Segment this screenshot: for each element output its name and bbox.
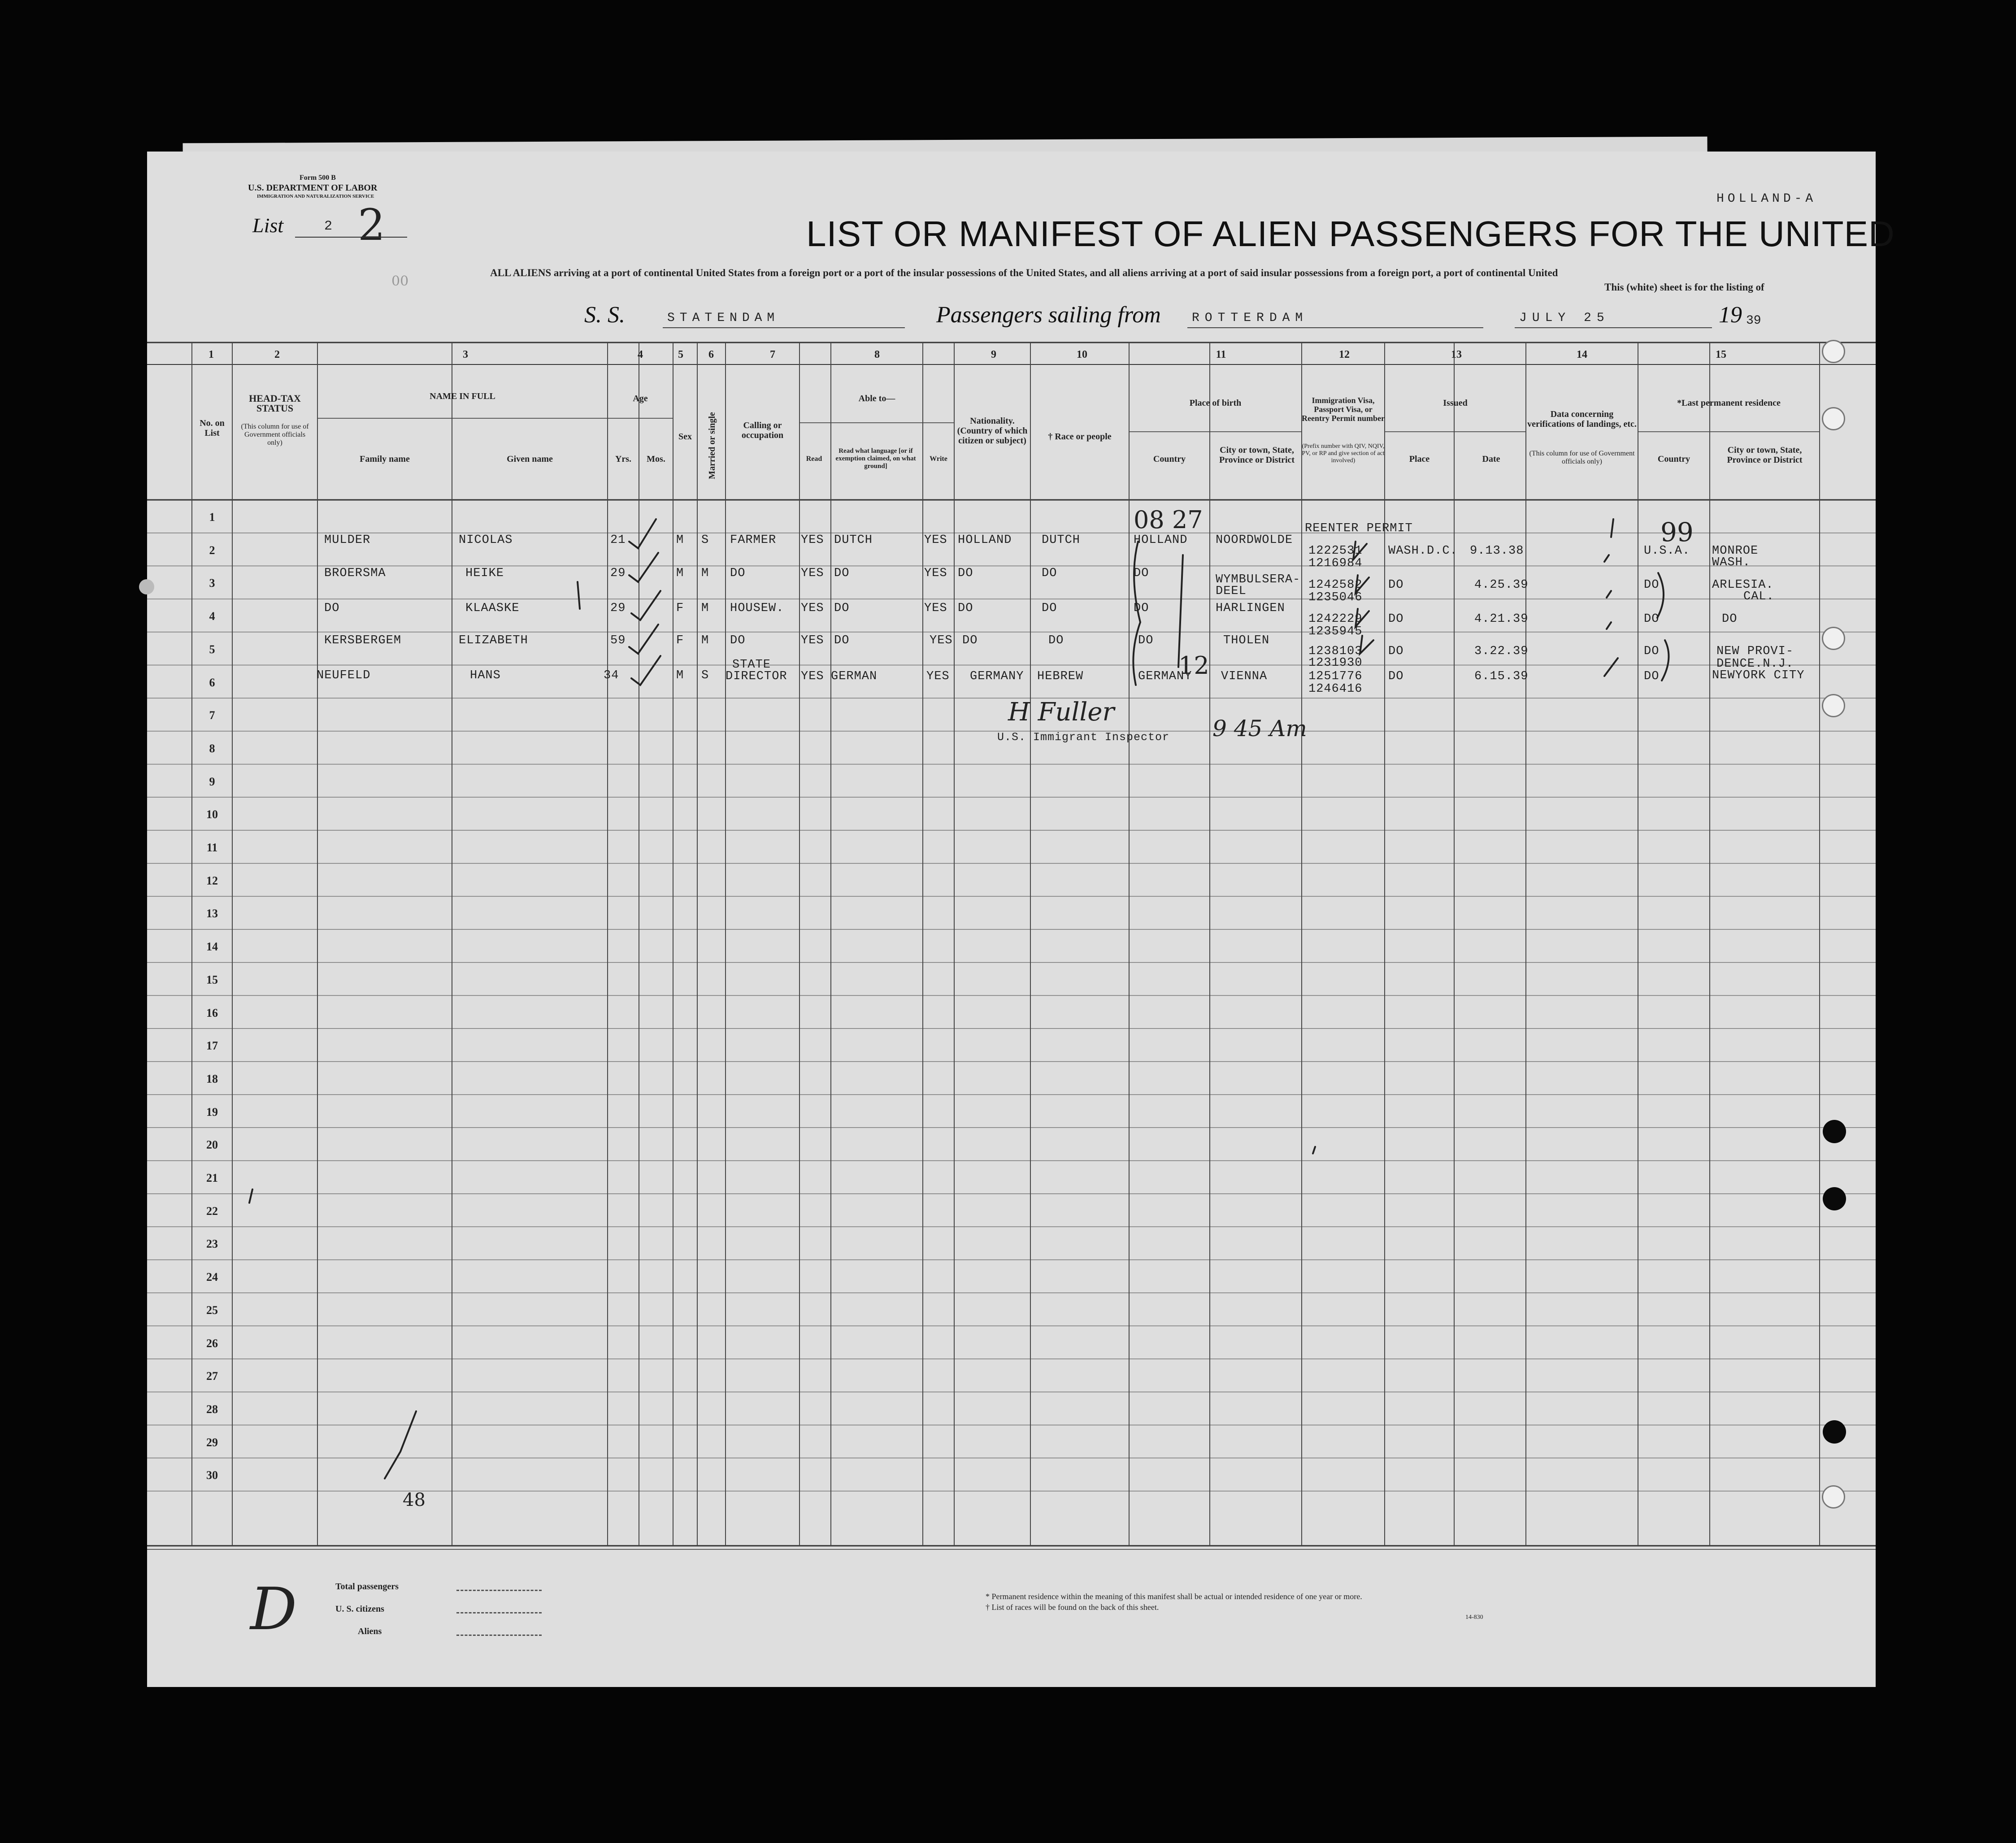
row-number: 1	[209, 511, 215, 524]
row-number: 24	[206, 1271, 218, 1284]
row-number: 21	[206, 1171, 218, 1184]
issued-place-header: Place	[1409, 454, 1430, 464]
handwritten-marks	[147, 152, 1876, 1687]
column-number-7: 7	[770, 349, 775, 360]
column-number-2: 2	[274, 349, 280, 360]
row-number: 14	[206, 940, 218, 954]
column-number-5: 5	[678, 349, 683, 360]
can-read: YES	[801, 567, 824, 580]
visa-number-2: 1246416	[1308, 682, 1363, 696]
race: DO	[1042, 567, 1057, 580]
given-name: HANS	[470, 669, 501, 682]
footer-code: 14-830	[1465, 1614, 1483, 1621]
marital-status: M	[701, 602, 709, 615]
family-name: NEUFELD	[317, 669, 371, 682]
family-name: DO	[324, 602, 340, 615]
row-number: 10	[206, 808, 218, 821]
row-number: 9	[209, 775, 215, 788]
list-label: List	[252, 214, 284, 237]
birth-city-header: City or town, State, Province or District	[1219, 445, 1295, 465]
row-number: 19	[206, 1105, 218, 1119]
nationality: GERMANY	[970, 670, 1024, 683]
read-language: DO	[834, 567, 850, 580]
ss-label: S. S.	[584, 302, 625, 328]
row-number: 20	[206, 1138, 218, 1152]
residence-city: NEW PROVI-	[1716, 645, 1794, 658]
issued-place: DO	[1388, 670, 1404, 683]
read-language: GERMAN	[831, 670, 878, 683]
given-name: ELIZABETH	[459, 634, 528, 647]
form-number: Form 500 B	[300, 174, 336, 182]
race-footnote: † List of races will be found on the back of this sheet.	[986, 1603, 1159, 1612]
visa-number-2: 1231930	[1308, 656, 1363, 670]
corner-stamp: HOLLAND-A	[1716, 192, 1817, 206]
residence-city: NEWYORK CITY	[1712, 669, 1805, 682]
list-number-handwritten: 2	[358, 200, 386, 250]
visa-number: 1222531	[1308, 544, 1363, 558]
reenter-permit-label: REENTER PERMIT	[1305, 522, 1413, 535]
year-prefix: 19	[1719, 302, 1742, 328]
birth-country: DO	[1138, 634, 1154, 647]
birth-country: GERMANY	[1138, 670, 1192, 683]
race: HEBREW	[1037, 670, 1084, 683]
issued-date: 3.22.39	[1474, 645, 1529, 658]
can-write: YES	[930, 634, 953, 647]
name-in-full-header: NAME IN FULL	[430, 391, 495, 401]
punch-hole	[1823, 1420, 1846, 1444]
can-write: YES	[926, 670, 950, 683]
residence-city: DO	[1722, 612, 1738, 626]
department-name: U.S. DEPARTMENT OF LABOR	[248, 183, 378, 193]
residence-country: DO	[1644, 670, 1660, 683]
sex: M	[676, 669, 684, 682]
age-years-header: Yrs.	[615, 454, 632, 464]
residence-country: DO	[1644, 612, 1660, 626]
column-number-11: 11	[1216, 349, 1226, 360]
given-name: HEIKE	[465, 567, 504, 580]
tally-number: 48	[403, 1490, 426, 1510]
given-name: KLAASKE	[465, 602, 520, 615]
married-header: Married or single	[707, 412, 717, 479]
issued-date-header: Date	[1482, 454, 1500, 464]
landing-header: Data concerning verifications of landings, etc.	[1527, 409, 1637, 429]
place-of-birth-header: Place of birth	[1189, 398, 1242, 408]
ship-name: STATENDAM	[667, 311, 780, 325]
residence-city: MONROE	[1712, 544, 1759, 558]
visa-number-2: 1235945	[1308, 625, 1363, 638]
residence-country: DO	[1644, 645, 1660, 658]
aliens-label: Aliens	[358, 1626, 382, 1636]
calling-header: Calling or occupation	[741, 421, 784, 440]
row-number: 29	[206, 1435, 218, 1449]
head-tax-header: HEAD-TAX STATUS	[249, 393, 301, 414]
residence-handwritten: 99	[1660, 517, 1694, 547]
birth-city: THOLEN	[1223, 634, 1270, 647]
no-on-list-header: No. on List	[200, 418, 225, 438]
us-citizens-label: U. S. citizens	[335, 1604, 384, 1614]
family-name: MULDER	[324, 533, 371, 547]
issued-date: 4.21.39	[1474, 612, 1529, 626]
row-number: 18	[206, 1072, 218, 1085]
row-number: 4	[209, 610, 215, 623]
family-name: KERSBERGEM	[324, 634, 402, 647]
visa-number: 1242582	[1308, 578, 1363, 592]
family-name-header: Family name	[360, 454, 410, 464]
residence-city: ARLESIA.	[1712, 578, 1774, 592]
row-number: 12	[206, 874, 218, 887]
birth-handwritten-bottom: 12	[1178, 651, 1209, 680]
age-years: 29	[610, 602, 626, 615]
punch-hole	[1822, 627, 1845, 650]
column-number-3: 3	[463, 349, 468, 360]
able-to-header: Able to—	[858, 394, 895, 403]
family-name: BROERSMA	[324, 567, 386, 580]
visa-number: 1251776	[1308, 670, 1363, 683]
residence-header: *Last permanent residence	[1677, 398, 1781, 408]
column-number-1: 1	[209, 349, 214, 360]
nationality: DO	[962, 634, 978, 647]
issued-place: DO	[1388, 612, 1404, 626]
us-citizens-line	[456, 1612, 542, 1613]
marital-status: S	[701, 533, 709, 547]
residence-city-2: CAL.	[1743, 590, 1774, 603]
age-years: 29	[610, 567, 626, 580]
visa-number-2: 1235046	[1308, 591, 1363, 604]
issued-date: 4.25.39	[1474, 578, 1529, 592]
visa-number: 1242229	[1308, 612, 1363, 626]
visa-number-2: 1216984	[1308, 557, 1363, 570]
head-tax-note: (This column for use of Government officials only)	[241, 423, 309, 447]
manifest-title: LIST OR MANIFEST OF ALIEN PASSENGERS FOR THE UNITED	[806, 214, 1895, 254]
landing-note: (This column for use of Government officials only)	[1529, 450, 1635, 465]
read-language: DO	[834, 634, 850, 647]
given-name: NICOLAS	[459, 533, 513, 547]
row-number: 16	[206, 1006, 218, 1019]
manifest-sheet	[147, 152, 1895, 1687]
sex-header: Sex	[678, 432, 692, 442]
sailing-date: JULY 25	[1519, 311, 1610, 325]
occupation-2: DIRECTOR	[726, 670, 787, 683]
can-read: YES	[801, 670, 824, 683]
nationality: DO	[958, 567, 973, 580]
issued-header: Issued	[1443, 398, 1468, 408]
row-number: 6	[209, 676, 215, 689]
nationality: DO	[958, 602, 973, 615]
can-read: YES	[801, 602, 824, 615]
visa-header: Immigration Visa, Passport Visa, or Reentry Permit number	[1302, 396, 1385, 423]
can-read: YES	[801, 634, 824, 647]
age-years: 34	[604, 669, 619, 682]
row-number: 30	[206, 1469, 218, 1482]
row-number: 27	[206, 1370, 218, 1383]
punch-hole	[1823, 1120, 1846, 1143]
list-number-typed: 2	[324, 219, 333, 234]
given-name-header: Given name	[507, 454, 553, 464]
birth-city: VIENNA	[1221, 670, 1268, 683]
read-language-header: Read what language [or if exemption claimed, on what ground]	[835, 447, 916, 470]
sex: F	[676, 602, 684, 615]
year-suffix: 39	[1746, 314, 1761, 328]
birth-country-header: Country	[1153, 454, 1186, 464]
occupation: STATE	[732, 658, 771, 672]
column-number-4: 4	[638, 349, 643, 360]
birth-country: DO	[1134, 602, 1149, 615]
row-number: 25	[206, 1303, 218, 1317]
manifest-subtitle: ALL ALIENS arriving at a port of continental United States from a foreign port or a port of the insular possessions of the United States, and all aliens arriving at a port of said insular possessions from a foreign port, a port of continental United	[490, 267, 1558, 278]
row-number: 15	[206, 973, 218, 986]
row-number: 22	[206, 1204, 218, 1218]
read-header: Read	[806, 455, 822, 463]
column-number-13: 13	[1451, 349, 1462, 360]
birth-city: NOORDWOLDE	[1216, 533, 1293, 547]
punch-hole	[1822, 694, 1845, 717]
birth-country: DO	[1134, 567, 1149, 580]
nationality-header: Nationality. (Country of which citizen or subject)	[957, 416, 1028, 446]
column-number-6: 6	[708, 349, 714, 360]
marital-status: M	[701, 567, 709, 580]
residence-city-header: City or town, State, Province or District	[1727, 445, 1803, 465]
age-years: 59	[610, 634, 626, 647]
row-number: 5	[209, 642, 215, 656]
corner-handwritten-mark: D	[250, 1575, 297, 1643]
aliens-line	[456, 1635, 542, 1636]
sex: M	[676, 567, 684, 580]
inspector-signature: H Fuller	[1008, 698, 1115, 727]
residence-city-2: WASH.	[1712, 556, 1751, 569]
age-years: 21	[610, 533, 626, 547]
issued-place: WASH.D.C.	[1388, 544, 1458, 558]
service-name: IMMIGRATION AND NATURALIZATION SERVICE	[257, 194, 374, 199]
issued-date: 9.13.38	[1470, 544, 1524, 558]
column-number-12: 12	[1339, 349, 1350, 360]
punch-hole	[1822, 1485, 1845, 1509]
can-write: YES	[924, 602, 947, 615]
punch-hole	[1823, 1187, 1846, 1210]
nationality: HOLLAND	[958, 533, 1012, 547]
age-months-header: Mos.	[647, 454, 665, 464]
punch-hole	[1822, 340, 1845, 363]
scanner-dot	[139, 579, 154, 594]
birth-country: HOLLAND	[1134, 533, 1188, 547]
birth-city-2: DEEL	[1216, 585, 1247, 598]
race: DUTCH	[1042, 533, 1081, 547]
column-number-10: 10	[1077, 349, 1087, 360]
column-number-8: 8	[874, 349, 880, 360]
row-number: 11	[206, 841, 218, 854]
birth-handwritten-top: 08 27	[1134, 506, 1203, 534]
issued-place: DO	[1388, 578, 1404, 592]
residence-country: DO	[1644, 578, 1660, 592]
punch-hole	[1822, 407, 1845, 430]
manifest-subtitle-2: This (white) sheet is for the listing of	[1604, 282, 1764, 293]
residence-country: U.S.A.	[1644, 544, 1690, 558]
row-number: 8	[209, 742, 215, 755]
row-number: 17	[206, 1039, 218, 1053]
column-number-9: 9	[991, 349, 996, 360]
birth-city: HARLINGEN	[1216, 602, 1285, 615]
row-number: 28	[206, 1402, 218, 1416]
occupation: HOUSEW.	[730, 602, 784, 615]
occupation: FARMER	[730, 533, 777, 547]
visa-note: (Prefix number with QIV, NQIV, PV, or RP and give section of act involved)	[1302, 443, 1385, 464]
can-write: YES	[924, 567, 947, 580]
row-number: 3	[209, 577, 215, 590]
column-number-15: 15	[1716, 349, 1726, 360]
row-number: 7	[209, 709, 215, 722]
row-number: 26	[206, 1336, 218, 1350]
sailing-label: Passengers sailing from	[936, 302, 1161, 328]
race: DO	[1048, 634, 1064, 647]
visa-number: 1238103	[1308, 645, 1363, 658]
birth-city: WYMBULSERA-	[1216, 573, 1301, 586]
sex: F	[676, 634, 684, 647]
occupation: DO	[730, 634, 746, 647]
inspector-label: U.S. Immigrant Inspector	[997, 731, 1170, 744]
issued-date: 6.15.39	[1474, 670, 1529, 683]
row-number: 2	[209, 543, 215, 557]
read-language: DO	[834, 602, 850, 615]
write-header: Write	[930, 455, 947, 463]
residence-footnote: * Permanent residence within the meaning of this manifest shall be actual or intended residence of one year or more.	[986, 1592, 1362, 1601]
race: DO	[1042, 602, 1057, 615]
can-read: YES	[801, 533, 824, 547]
age-header: Age	[633, 394, 648, 403]
total-passengers-label: Total passengers	[335, 1582, 399, 1591]
row-number: 13	[206, 907, 218, 920]
column-number-14: 14	[1577, 349, 1587, 360]
marital-status: M	[701, 634, 709, 647]
departure-port: ROTTERDAM	[1192, 311, 1308, 325]
residence-country-header: Country	[1657, 454, 1690, 464]
race-header: † Race or people	[1048, 432, 1112, 442]
margin-mark: 00	[391, 273, 409, 289]
marital-status: S	[701, 669, 709, 682]
row-number: 23	[206, 1237, 218, 1251]
sex: M	[676, 533, 684, 547]
inspector-time: 9 45 Am	[1212, 716, 1307, 742]
can-write: YES	[924, 533, 947, 547]
total-passengers-line	[456, 1590, 542, 1591]
read-language: DUTCH	[834, 533, 873, 547]
occupation: DO	[730, 567, 746, 580]
issued-place: DO	[1388, 645, 1404, 658]
residence-city-2: DENCE.N.J.	[1716, 657, 1794, 671]
